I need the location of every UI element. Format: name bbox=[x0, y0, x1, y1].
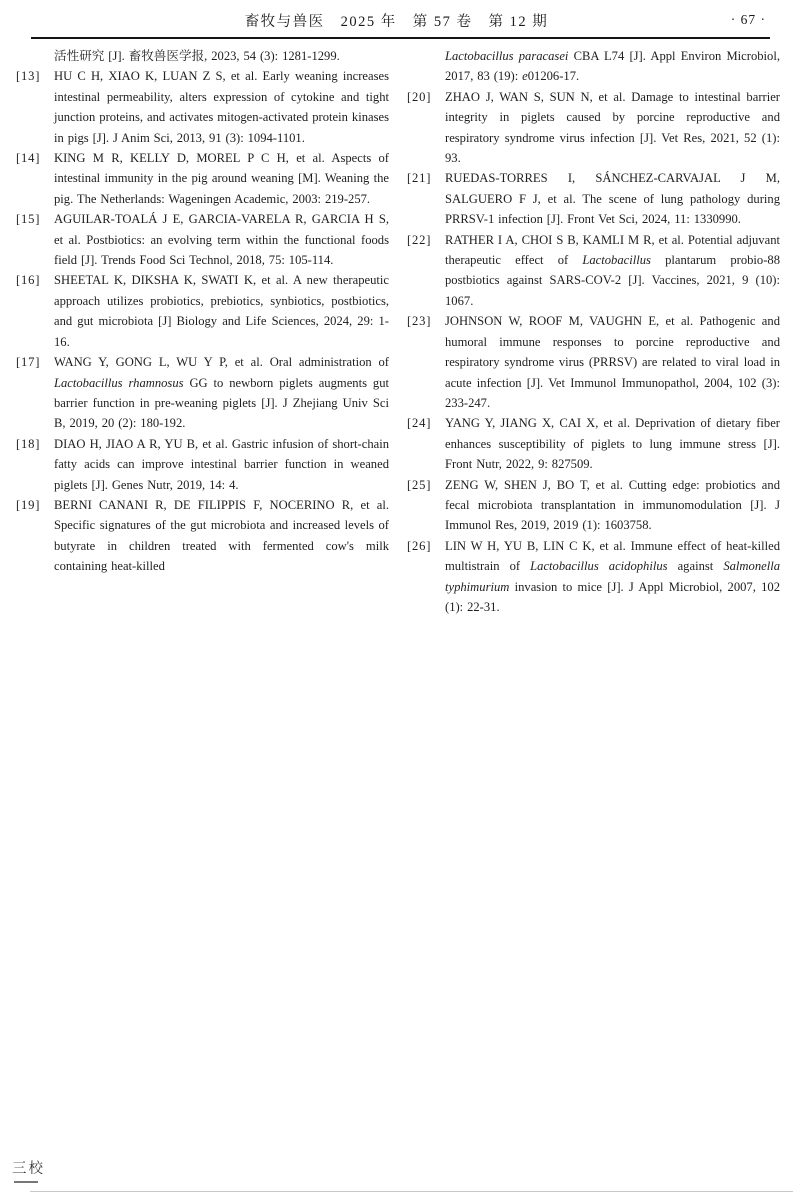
reference-text bbox=[54, 66, 389, 148]
reference-text bbox=[445, 475, 780, 536]
reference-carryover bbox=[16, 46, 389, 66]
text-run: invasion to mice [J]. J Appl Microbiol, 2007, 102 (1): 22-31. bbox=[445, 579, 780, 614]
reference-number: [21] bbox=[407, 171, 432, 186]
reference-text bbox=[54, 434, 389, 495]
text-run: ZENG W, SHEN J, BO T, et al. Cutting edge: probiotics and fecal microbiota transplantation in immunomodulation [J]. J Immunol Res, 2019, 2019 (1): 1603758. bbox=[445, 477, 780, 533]
text-run: BERNI CANANI R, DE FILIPPIS F, NOCERINO R, et al. Specific signatures of the gut microbiota and increased levels of butyrate in children treated with fermented cow's milk containing heat-killed bbox=[54, 497, 389, 574]
references-column-right bbox=[407, 46, 780, 617]
proof-mark: 三校 bbox=[12, 1161, 45, 1177]
text-run: ZHAO J, WAN S, SUN N, et al. Damage to intestinal barrier integrity in piglets caused by porcine reproductive and respiratory syndrome virus infection [J]. Vet Res, 2021, 52 (1): 93. bbox=[445, 89, 780, 166]
reference-number: [19] bbox=[16, 497, 41, 512]
text-run: DIAO H, JIAO A R, YU B, et al. Gastric infusion of short-chain fatty acids can improve intestinal barrier function in weaned piglets [J]. Genes Nutr, 2019, 14: 4. bbox=[54, 436, 389, 492]
reference-number: [25] bbox=[407, 477, 432, 492]
reference-text bbox=[54, 495, 389, 577]
reference-number: [15] bbox=[16, 212, 41, 227]
text-run: YANG Y, JIANG X, CAI X, et al. Deprivation of dietary fiber enhances susceptibility of piglets to lung immune stress [J]. Front Nutr, 2022, 9: 827509. bbox=[445, 416, 780, 472]
reference-entry bbox=[16, 209, 389, 270]
text-run: plantarum probio-88 postbiotics against SARS-COV-2 [J]. Vaccines, 2021, 9 (10): 1067. bbox=[445, 253, 780, 308]
text-run: 01206-17. bbox=[527, 69, 580, 84]
reference-number: [13] bbox=[16, 69, 41, 84]
reference-carryover bbox=[407, 46, 780, 87]
page-number: · 67 · bbox=[730, 12, 766, 27]
reference-number: [20] bbox=[407, 89, 432, 104]
text-run: 活性研究 [J]. 畜牧兽医学报, 2023, 54 (3): 1281-1299. bbox=[54, 49, 340, 63]
reference-entry bbox=[407, 311, 780, 413]
reference-text bbox=[445, 413, 780, 474]
journal-header-title: 畜牧与兽医 2025 年 第 57 卷 第 12 期 bbox=[244, 14, 549, 30]
reference-text bbox=[445, 87, 780, 169]
reference-number: [16] bbox=[16, 273, 41, 288]
text-run: GG to newborn piglets augments gut barrier function in pre-weaning piglets [J]. J Zhejiang Univ Sci B, 2019, 20 (2): 180-192. bbox=[54, 375, 389, 431]
reference-entry bbox=[16, 434, 389, 495]
references-section bbox=[16, 46, 780, 617]
reference-number: [14] bbox=[16, 151, 41, 166]
reference-entry bbox=[16, 352, 389, 434]
reference-number: [22] bbox=[407, 232, 432, 247]
references-column-left bbox=[16, 46, 389, 617]
reference-text bbox=[445, 46, 780, 87]
italic-text-run: Salmonella typhimurium bbox=[445, 559, 780, 594]
reference-text bbox=[445, 536, 780, 618]
reference-text bbox=[54, 46, 389, 66]
reference-number: [17] bbox=[16, 355, 41, 370]
reference-text bbox=[445, 311, 780, 413]
reference-number bbox=[16, 46, 54, 66]
text-run: HU C H, XIAO K, LUAN Z S, et al. Early weaning increases intestinal permeability, alters expression of cytokine and tight junction proteins, and activates mitogen-activated protein kinases in pigs [J]. J Anim Sci, 2013, 91 (3): 1094-1101. bbox=[54, 69, 389, 145]
reference-entry bbox=[16, 66, 389, 148]
header-rule bbox=[31, 37, 770, 39]
reference-entry bbox=[407, 475, 780, 536]
text-run: SHEETAL K, DIKSHA K, SWATI K, et al. A new therapeutic approach utilizes probiotics, prebiotics, synbiotics, postbiotics, and gut microbiota [J] Biology and Life Sciences, 2024, 29: 1-16. bbox=[54, 273, 389, 349]
reference-text bbox=[54, 352, 389, 434]
scan-artifact-mark bbox=[14, 1181, 38, 1183]
reference-entry bbox=[16, 270, 389, 352]
text-run: JOHNSON W, ROOF M, VAUGHN E, et al. Pathogenic and humoral immune responses to porcine reproductive and respiratory syndrome virus (PRRSV) are related to viral load in acute infection [J]. Vet Immunol Immunopathol, 2004, 102 (3): 233-247. bbox=[445, 314, 780, 410]
reference-entry bbox=[407, 87, 780, 169]
reference-text bbox=[54, 270, 389, 352]
italic-text-run: Lactobacillus bbox=[582, 253, 651, 268]
italic-text-run: Lactobacillus paracasei bbox=[445, 49, 569, 63]
text-run: AGUILAR-TOALÁ J E, GARCIA-VARELA R, GARCIA H S, et al. Postbiotics: an evolving term within the functional foods field [J]. Trends Food Sci Technol, 2018, 75: 105-114. bbox=[54, 212, 389, 268]
text-run: RATHER I A, CHOI S B, KAMLI M R, et al. Potential adjuvant therapeutic effect of bbox=[445, 232, 780, 268]
italic-text-run: Lactobacillus acidophilus bbox=[530, 559, 668, 574]
reference-number bbox=[407, 46, 445, 87]
reference-text bbox=[54, 209, 389, 270]
reference-text bbox=[445, 168, 780, 229]
reference-entry bbox=[16, 148, 389, 209]
text-run: CBA L74 [J]. Appl Environ Microbiol, 2017, 83 (19): bbox=[445, 49, 781, 84]
reference-number: [24] bbox=[407, 416, 432, 431]
reference-entry bbox=[16, 495, 389, 577]
reference-number: [26] bbox=[407, 538, 432, 553]
reference-entry bbox=[407, 230, 780, 312]
reference-entry bbox=[407, 536, 780, 618]
reference-number: [18] bbox=[16, 436, 41, 451]
reference-number: [23] bbox=[407, 314, 432, 329]
reference-entry bbox=[407, 413, 780, 474]
text-run: KING M R, KELLY D, MOREL P C H, et al. Aspects of intestinal immunity in the pig around weaning [M]. Weaning the pig. The Netherlands: Wageningen Academic, 2003: 219-257. bbox=[54, 151, 389, 206]
text-run: against bbox=[667, 559, 724, 574]
italic-text-run: e bbox=[522, 69, 528, 84]
text-run: RUEDAS-TORRES I, SÁNCHEZ-CARVAJAL J M, SALGUERO F J, et al. The scene of lung pathology during PRRSV-1 infection [J]. Front Vet Sci, 2024, 11: 1330990. bbox=[445, 171, 780, 227]
text-run: LIN W H, YU B, LIN C K, et al. Immune effect of heat-killed multistrain of bbox=[445, 538, 780, 574]
reference-text bbox=[54, 148, 389, 209]
reference-entry bbox=[407, 168, 780, 229]
italic-text-run: Lactobacillus rhamnosus bbox=[54, 375, 184, 390]
reference-text bbox=[445, 230, 780, 312]
text-run: WANG Y, GONG L, WU Y P, et al. Oral administration of bbox=[54, 355, 389, 370]
page-bottom-edge bbox=[30, 1191, 793, 1192]
